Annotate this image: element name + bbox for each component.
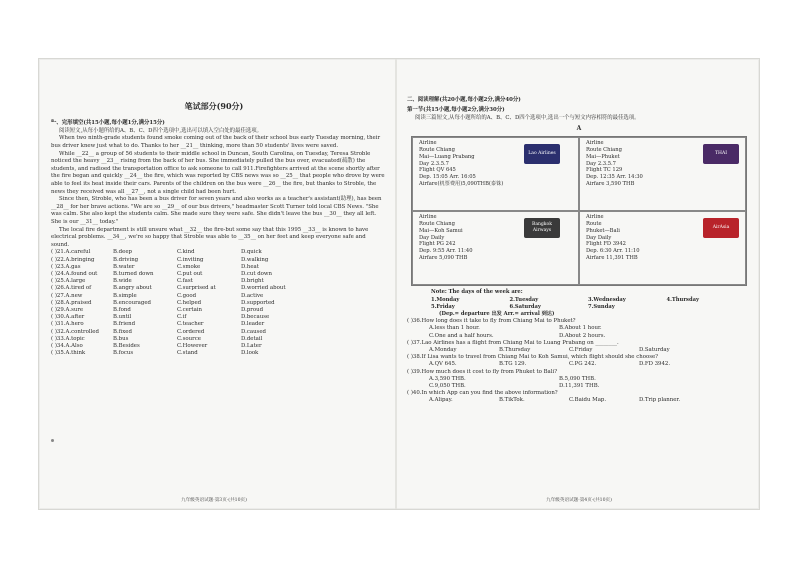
answer-option: D.worried about <box>241 285 286 292</box>
part1-header: 第一节(共15小题,每小题2分,满分30分) <box>407 107 505 113</box>
answer-option: C.inviting <box>177 256 204 263</box>
written-part-title: 笔试部分(90分) <box>184 101 244 111</box>
cloze-paragraph: Since then, Stroble, who has been a bus driver for seven years and also works as a teacher's assistant(助理), has been __28__ for her brave actions. "We are so __29__ of our bus drivers," headmaster Scott Turner told local CBS News. "She was calm. She also kept the students calm. She made sure they were safe. She didn't leave the bus __30__ they all left. She is our __31__ today." <box>51 196 382 225</box>
cloze-options-list <box>39 249 389 357</box>
options-row <box>429 325 757 332</box>
page-left <box>39 59 389 509</box>
weekday: 3.Wednesday <box>588 296 626 303</box>
flight-info-line: Airfare 11,391 THB <box>586 254 638 261</box>
flight-info-line: Airfare 5,090 THB <box>419 254 468 261</box>
flight-info-line: Dep. 12:35 Arr. 14:30 <box>586 173 643 180</box>
passage-label: A <box>576 125 582 133</box>
flight-info-line: Mai—Koh Samui <box>419 227 463 234</box>
answer-option: C.surprised at <box>177 285 216 292</box>
flight-info-line: Airfare 3,590 THB <box>586 180 635 187</box>
answer-option: A.3,590 THB. <box>429 375 466 382</box>
flight-info-line: Dep. 6:30 Arr. 11:10 <box>586 247 640 254</box>
option-row <box>51 336 389 343</box>
flight-info-line: Flight QV 645 <box>419 167 456 174</box>
answer-option: A.Alipay. <box>429 397 453 404</box>
answer-option: D.Later <box>241 342 262 349</box>
question-number: ( )34.A.Also <box>51 342 83 349</box>
flight-info-line: Day Daily <box>586 234 612 241</box>
page-fold <box>395 59 397 509</box>
days-list <box>431 297 745 311</box>
question-text: ( )38.If Lisa wants to travel from Chiang Mai to Koh Samui, which flight should she choose? <box>407 354 659 361</box>
flight-info-line: Dep. 9:55 Arr. 11:40 <box>419 247 473 254</box>
flight-info-line: Route Chiang <box>419 221 455 228</box>
options-row <box>429 397 757 404</box>
answer-option: D.11,391 THB. <box>559 383 600 390</box>
reading-section-header: 二、阅读理解(共20小题,每小题2分,满分40分) <box>407 97 521 103</box>
answer-option: C.put out <box>177 270 203 277</box>
answer-option: A.Monday <box>429 347 457 354</box>
question-text: ( )40.In which App can you find the above information? <box>407 390 558 397</box>
flight-table <box>411 136 747 286</box>
flight-info-line: Day Daily <box>419 234 445 241</box>
answer-option: B.Thursday <box>499 347 531 354</box>
page-footer: 九年级英语试题·第3页·(共10页) <box>181 498 247 503</box>
answer-option: C.if <box>177 314 187 321</box>
answer-option: B.friend <box>113 321 136 328</box>
answer-option: B.wide <box>113 278 132 285</box>
answer-option: C.source <box>177 335 201 342</box>
answer-option: C.teacher <box>177 321 204 328</box>
question-number: ( )21.A.careful <box>51 249 91 256</box>
weekday: 5.Friday <box>431 303 455 310</box>
answer-option: C.smoke <box>177 263 201 270</box>
weekday: 6.Saturday <box>509 303 541 310</box>
answer-option: B.angry about <box>113 285 152 292</box>
airline-logo: AirAsia <box>703 218 739 238</box>
question-number: ( )23.A.gas <box>51 263 81 270</box>
answer-option: D.leader <box>241 321 265 328</box>
answer-option: B.bus <box>113 335 129 342</box>
answer-option: D.Saturday <box>639 347 670 354</box>
answer-option: D.walking <box>241 256 269 263</box>
answer-option: D.About 2 hours. <box>559 332 606 339</box>
cloze-section-header: 一、完形填空(共15小题,每小题1分,满分15分) <box>51 120 165 126</box>
option-row <box>51 321 389 328</box>
option-row <box>51 329 389 336</box>
page-right <box>401 59 757 509</box>
answer-option: C.certain <box>177 306 203 313</box>
flight-info-line: Airline <box>419 214 437 221</box>
question-number: ( )35.A.think <box>51 350 86 357</box>
answer-option: B.deep <box>113 249 132 256</box>
question-number: ( )24.A.found out <box>51 270 98 277</box>
options-row <box>429 376 757 383</box>
question-number: ( )33.A.topic <box>51 335 85 342</box>
answer-option: D.active <box>241 292 264 299</box>
abbrev-note: (Dep.= departure 出发 Arr.= arrival 到达) <box>439 311 555 318</box>
answer-option: A.less than 1 hour. <box>429 325 480 332</box>
answer-option: C.However <box>177 342 208 349</box>
flight-info-line: Airline <box>586 214 604 221</box>
flight-info-line: Flight PG 242 <box>419 241 456 248</box>
answer-option: B.simple <box>113 292 137 299</box>
answer-option: C.stand <box>177 350 198 357</box>
answer-option: C.9,050 THB. <box>429 383 466 390</box>
answer-option: D.supported <box>241 299 275 306</box>
question-number: ( )26.A.tired of <box>51 285 92 292</box>
flight-info-line: Dep. 15:05 Arr. 16:05 <box>419 173 476 180</box>
option-row <box>51 249 389 256</box>
answer-option: C.helped <box>177 299 202 306</box>
option-row <box>51 307 389 314</box>
answer-option: D.because <box>241 314 270 321</box>
answer-option: D.bright <box>241 278 264 285</box>
question-number: ( )27.A.new <box>51 292 83 299</box>
option-row <box>51 264 389 271</box>
flight-info-line: Mai—Phuket <box>586 153 620 160</box>
answer-option: D.caused <box>241 328 266 335</box>
weekday: 4.Thursday <box>666 296 699 303</box>
reading-instructions: 阅读三篇短文,从每小题所给的A、B、C、D四个选项中,选出一个与短文内容相符的最佳选项。 <box>415 115 640 121</box>
answer-option: D.detail <box>241 335 263 342</box>
answer-option: D.look <box>241 350 259 357</box>
weekday: 7.Sunday <box>588 303 615 310</box>
page-footer: 九年级英语试题·第4页·(共10页) <box>546 498 612 503</box>
flight-info-line: Mai—Luang Prabang <box>419 153 475 160</box>
flight-info-line: Flight TC 129 <box>586 167 623 174</box>
option-row <box>51 278 389 285</box>
answer-option: B.water <box>113 263 135 270</box>
flight-info-line: Airline <box>419 140 437 147</box>
answer-option: D.heat <box>241 263 259 270</box>
note-title: Note: The days of the week are: <box>431 289 523 296</box>
exam-sheet <box>38 58 760 510</box>
answer-option: C.Baidu Map. <box>569 397 607 404</box>
option-row <box>51 343 389 350</box>
question-number: ( )25.A.large <box>51 278 86 285</box>
flight-info-line: Day 2.3.5.7 <box>586 160 616 167</box>
airline-logo: THAI <box>703 144 739 164</box>
cloze-paragraph: When two ninth-grade students found smoke coming out of the back of their school bus early Tuesday morning, their bus driver knew just what to do. Thanks to her __21__ thinking, more than 50 students' lives were saved. <box>51 135 381 149</box>
question-text: ( )37.Lao Airlines has a flight from Chiang Mai to Luang Prabang on ________. <box>407 339 619 346</box>
answer-option: B.turned down <box>113 270 154 277</box>
option-row <box>51 271 389 278</box>
answer-option: B.TG 129. <box>499 361 527 368</box>
question-number: ( )22.A.bringing <box>51 256 95 263</box>
question-number: ( )30.A.after <box>51 314 85 321</box>
options-row <box>429 333 757 340</box>
flight-info-line: Route <box>586 221 602 228</box>
question-number: ( )32.A.controlled <box>51 328 99 335</box>
option-row <box>51 300 389 307</box>
question-text: ( )39.How much does it cost to fly from Phuket to Bali? <box>407 368 558 375</box>
question-text: ( )36.How long does it take to fly from Chiang Mai to Phuket? <box>407 318 576 325</box>
answer-option: C.One and a half hours. <box>429 332 494 339</box>
airline-logo: Lao Airlines <box>524 144 560 164</box>
flight-info-line: Route Chiang <box>586 147 622 154</box>
cloze-instructions: 阅读短文,从每小题所给的A、B、C、D四个选项中,选出可以填入空白处的最佳选项。 <box>59 128 263 134</box>
answer-option: B.Besides <box>113 342 140 349</box>
answer-option: C.Friday <box>569 347 593 354</box>
option-row <box>51 350 389 357</box>
answer-option: D.proud <box>241 306 264 313</box>
question-number: ( )29.A.sure <box>51 306 84 313</box>
flight-info-line: Route Chiang <box>419 147 455 154</box>
flight-card <box>579 211 746 285</box>
option-row <box>51 314 389 321</box>
flight-info-line: Phuket—Bali <box>586 227 620 234</box>
answer-option: D.FD 3942. <box>639 361 671 368</box>
option-row <box>51 285 389 292</box>
flight-card <box>412 137 579 211</box>
option-row <box>51 293 389 300</box>
option-row <box>51 257 389 264</box>
question-list <box>401 318 757 404</box>
answer-option: D.Trip planner. <box>639 397 681 404</box>
answer-option: C.good <box>177 292 197 299</box>
answer-option: B.fond <box>113 306 131 313</box>
flight-info-line: Day 2.3.5.7 <box>419 160 449 167</box>
answer-option: B.driving <box>113 256 139 263</box>
cloze-paragraph: The local fire department is still unsure what __32__ the fire-but some say that this 1995 __33__ is known to have electrical problems. __34__, we're so happy that Stroble was able to __35__ on her feet and keep everyone safe and sound. <box>51 226 369 248</box>
answer-option: C.PG 242. <box>569 361 597 368</box>
answer-option: C.ordered <box>177 328 205 335</box>
answer-option: B.5,090 THB. <box>559 375 596 382</box>
options-row <box>429 361 757 368</box>
airline-logo: Bangkok Airways <box>524 218 560 238</box>
cloze-paragraph: While __22__ a group of 56 students to their middle school in Duncan, South Carolina, on Tuesday, Teresa Stroble noticed the heavy __23__ rising from the back of her bus. She immediately pulled the bus over, evacuated(疏散) the students, and radioed the transportation office to ask someone to call 911.Firefighters arrived at the scene shortly after the fire began and quickly __24__ the fire, which was reported by CBS news was so __25__ that people who drove by were able to feel its heat inside their cars. Parents of the children on the bus were __26__ the fire, but thanks to Stroble, the news they received was all __27__, not a single child had been hurt. <box>51 150 385 195</box>
flight-info-line: Flight FD 3942 <box>586 241 626 248</box>
answer-option: B.until <box>113 314 132 321</box>
flight-card <box>579 137 746 211</box>
days-note <box>431 289 745 318</box>
weekday: 1.Monday <box>431 296 460 303</box>
flight-info-line: Airfare(机票费用)5,090THB(泰铢) <box>419 180 504 187</box>
answer-option: A.QV 645. <box>429 361 457 368</box>
answer-option: B.encouraged <box>113 299 151 306</box>
flight-card <box>412 211 579 285</box>
answer-option: D.quick <box>241 249 262 256</box>
answer-option: C.kind <box>177 249 195 256</box>
answer-option: B.About 1 hour. <box>559 325 602 332</box>
question-number: ( )28.A.praised <box>51 299 92 306</box>
answer-option: C.fast <box>177 278 193 285</box>
flight-info-line: Airline <box>586 140 604 147</box>
answer-option: D.cut down <box>241 270 272 277</box>
weekday: 2.Tuesday <box>509 296 539 303</box>
question-number: ( )31.A.hero <box>51 321 84 328</box>
answer-option: B.TikTok. <box>499 397 525 404</box>
answer-option: B.focus <box>113 350 134 357</box>
answer-option: B.fixed <box>113 328 132 335</box>
